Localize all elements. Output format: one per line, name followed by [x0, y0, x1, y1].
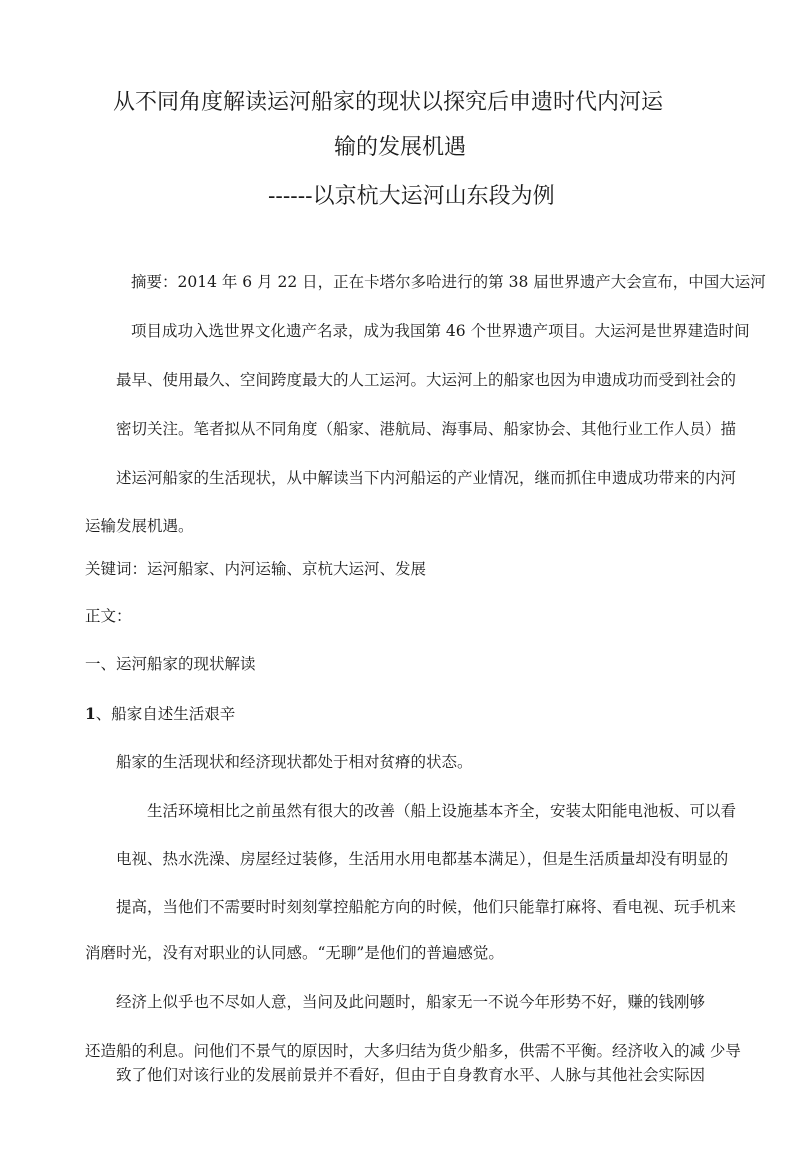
paragraph-line: 生活环境相比之前虽然有很大的改善（船上设施基本齐全，安装太阳能电池板、可以看 [147, 802, 737, 820]
subsection-number: 1 [85, 704, 96, 723]
paragraph-line: 致了他们对该行业的发展前景并不看好，但由于自身教育水平、人脉与其他社会实际因 [116, 1066, 706, 1084]
abstract-line: 摘要：2014 年 6 月 22 日，正在卡塔尔多哈进行的第 38 届世界遗产大会宣布，中国大运河 [131, 273, 766, 291]
document-title-line-1: 从不同角度解读运河船家的现状以探究后申遗时代内河运 [113, 90, 664, 115]
keywords: 关键词：运河船家、内河运输、京杭大运河、发展 [85, 560, 427, 578]
document-subtitle: ------以京杭大运河山东段为例 [268, 184, 555, 209]
paragraph-line: 电视、热水洗澡、房屋经过装修，生活用水用电都基本满足），但是生活质量却没有明显的 [116, 850, 729, 868]
paragraph: 船家的生活现状和经济现状都处于相对贫瘠的状态。 [116, 753, 473, 771]
paragraph-line: 经济上似乎也不尽如人意，当问及此问题时，船家无一不说今年形势不好，赚的钱刚够 [116, 993, 706, 1011]
subsection-title: 、船家自述生活艰辛 [95, 705, 236, 723]
document-title-line-2: 输的发展机遇 [334, 135, 467, 160]
abstract-line: 运输发展机遇。 [85, 517, 194, 535]
paragraph-line: 提高，当他们不需要时时刻刻掌控船舵方向的时候，他们只能靠打麻将、看电视、玩手机来 [116, 898, 737, 916]
section-heading: 一、运河船家的现状解读 [85, 655, 256, 673]
abstract-line: 最早、使用最久、空间跨度最大的人工运河。大运河上的船家也因为申遗成功而受到社会的 [116, 371, 737, 389]
abstract-line: 项目成功入选世界文化遗产名录，成为我国第 46 个世界遗产项目。大运河是世界建造时间 [131, 322, 750, 340]
abstract-line: 述运河船家的生活现状，从中解读当下内河船运的产业情况，继而抓住申遗成功带来的内河 [116, 469, 737, 487]
subsection-heading [85, 706, 235, 723]
abstract-line: 密切关注。笔者拟从不同角度（船家、港航局、海事局、船家协会、其他行业工作人员）描 [116, 420, 737, 438]
body-label: 正文： [85, 607, 132, 625]
paragraph-line: 消磨时光，没有对职业的认同感。“无聊”是他们的普遍感觉。 [85, 944, 504, 962]
paragraph-line: 还造船的利息。问他们不景气的原因时，大多归结为货少船多，供需不平衡。经济收入的减 少导 [85, 1042, 741, 1060]
